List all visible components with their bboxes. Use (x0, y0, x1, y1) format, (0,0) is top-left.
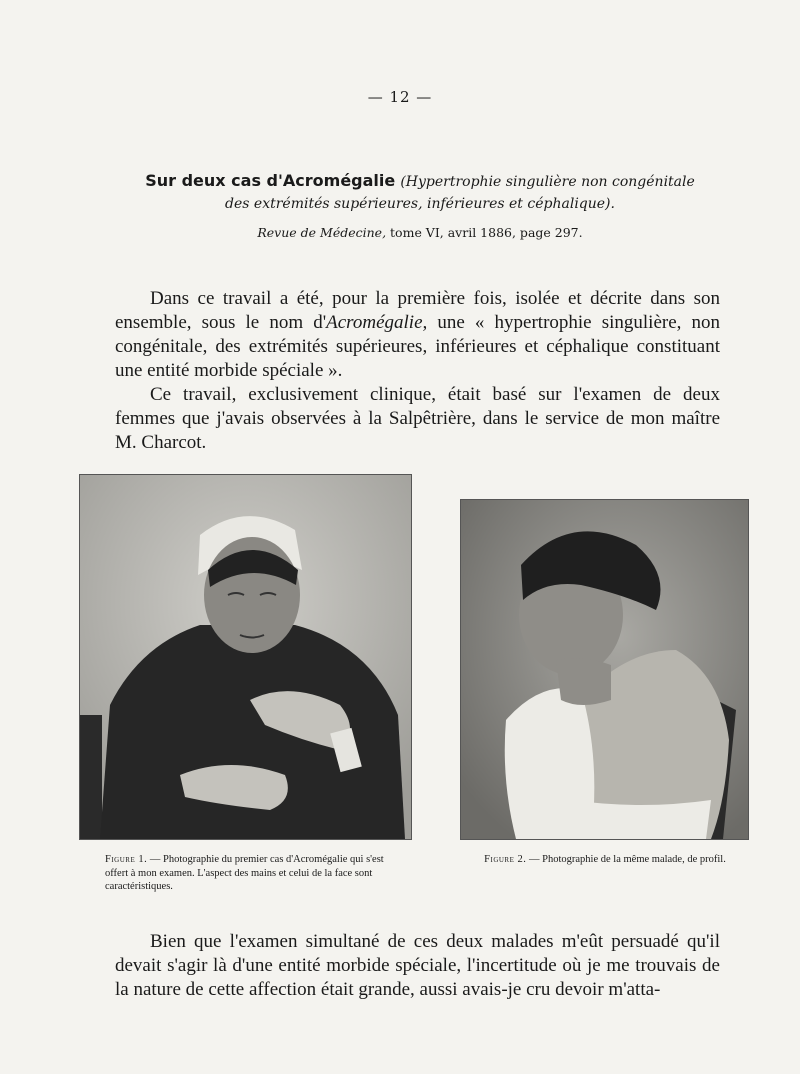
body-paragraph-3 (115, 930, 720, 1002)
page-number: — 12 — (367, 88, 433, 106)
figure-1-label: Figure 1. (105, 854, 148, 865)
article-title: Sur deux cas d'Acromégalie (145, 171, 396, 190)
paragraph-2: Ce travail, exclusivement clinique, était basé sur l'examen de deux femmes que j'avais observées à la Salpêtrière, dans le service de mon maître M. Charcot. (115, 384, 720, 453)
paragraph-1-italic: Acromégalie, (326, 312, 428, 333)
source-citation (110, 225, 730, 240)
figure-2-label: Figure 2. (484, 854, 527, 865)
figure-2-caption-text: — Photographie de la même malade, de profil. (526, 854, 726, 865)
figure-1-photo (79, 474, 412, 840)
figure-1-caption-text: — Photographie du premier cas d'Acromégalie qui s'est offert à mon examen. L'aspect des mains et celui de la face sont caractéristiques. (105, 854, 384, 892)
paragraph-1-start: Dans ce travail a été, pour la première fois, isolée et décrite dans son ensemble, sous le nom d' (115, 288, 720, 333)
figure-2-illustration (461, 500, 748, 839)
figure-1-illustration (80, 475, 411, 839)
paragraph-3: Bien que l'examen simultané de ces deux malades m'eût persuadé qu'il devait s'agir là d'une entité morbide spéciale, l'incertitude où je me trouvais de la nature de cette affection était grande, aussi avais-je cru devoir m'atta- (115, 931, 720, 1000)
figure-2-caption (470, 853, 740, 867)
journal-name: Revue de Médecine, (257, 225, 387, 240)
intro-text (115, 287, 720, 455)
article-subtitle-part1: (Hypertrophie singulière non congénitale (400, 174, 695, 190)
paragraph-1-end: une « hypertrophie singulière, non congénitale, des extrémités supérieures, inférieures et céphalique constituant une entité morbide spéciale ». (115, 312, 720, 381)
figure-1-caption (105, 853, 395, 894)
article-subtitle-part2: des extrémités supérieures, inférieures et céphalique). (225, 196, 615, 212)
article-title-block (110, 170, 730, 240)
title-line-1 (110, 170, 730, 193)
figure-2-photo (460, 499, 749, 840)
source-details: tome VI, avril 1886, page 297. (386, 225, 583, 240)
